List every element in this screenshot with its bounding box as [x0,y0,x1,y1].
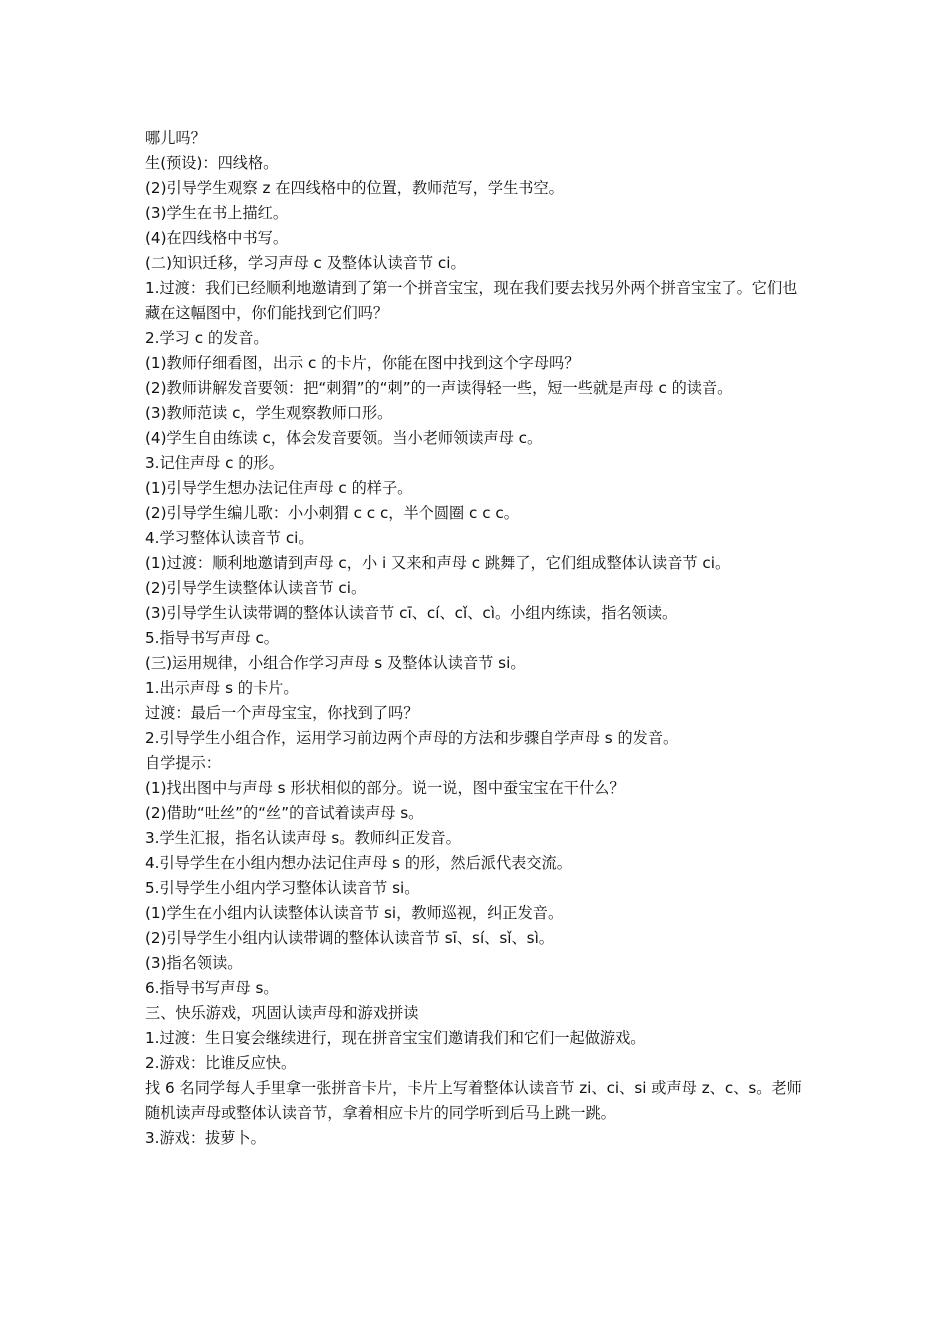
text-line: 5.指导书写声母 c。 [145,629,279,647]
text-line: 4.引导学生在小组内想办法记住声母 s 的形，然后派代表交流。 [145,854,572,872]
text-line: (2)引导学生读整体认读音节 ci。 [145,579,367,597]
text-line: (2)引导学生观察 z 在四线格中的位置，教师范写，学生书空。 [145,179,564,197]
text-line: 找 6 名同学每人手里拿一张拼音卡片，卡片上写着整体认读音节 zi、ci、si 或声母 z、c、s。老师随机读声母或整体认读音节，拿着相应卡片的同学听到后马上跳一跳。 [145,1079,802,1122]
text-line: (2)借助“吐丝”的“丝”的音试着读声母 s。 [145,804,424,822]
text-line: (3)指名领读。 [145,954,243,972]
text-line: 自学提示： [145,754,221,772]
text-line: 4.学习整体认读音节 ci。 [145,529,314,547]
text-line: 2.引导学生小组合作，运用学习前边两个声母的方法和步骤自学声母 s 的发音。 [145,729,679,747]
text-line: 过渡：最后一个声母宝宝，你找到了吗？ [145,704,419,722]
text-line: (2)引导学生编儿歌：小小刺猬 c c c，半个圆圈 c c c。 [145,504,519,522]
text-line: (1)找出图中与声母 s 形状相似的部分。说一说，图中蚕宝宝在干什么？ [145,779,625,797]
text-line: 2.游戏：比谁反应快。 [145,1054,297,1072]
text-line: (3)学生在书上描红。 [145,204,289,222]
text-line: 3.记住声母 c 的形。 [145,454,284,472]
text-line: (1)教师仔细看图，出示 c 的卡片，你能在图中找到这个字母吗？ [145,354,580,372]
text-line: (2)引导学生小组内认读带调的整体认读音节 sī、sí、sǐ、sì。 [145,929,554,947]
section-heading: (三)运用规律，小组合作学习声母 s 及整体认读音节 si。 [145,654,526,672]
text-line: (1)引导学生想办法记住声母 c 的样子。 [145,479,413,497]
text-line: (4)在四线格中书写。 [145,229,289,247]
text-line: 6.指导书写声母 s。 [145,979,279,997]
text-line: 3.学生汇报，指名认读声母 s。教师纠正发音。 [145,829,461,847]
text-line: 2.学习 c 的发音。 [145,329,269,347]
text-line: 3.游戏：拔萝卜。 [145,1129,266,1147]
text-line: (1)过渡：顺利地邀请到声母 c，小 i 又来和声母 c 跳舞了，它们组成整体认读音节 ci。 [145,554,731,572]
text-line: 生(预设)：四线格。 [145,154,279,172]
text-line: 5.引导学生小组内学习整体认读音节 si。 [145,879,420,897]
document-body [145,126,810,1151]
text-line: 1.出示声母 s 的卡片。 [145,679,299,697]
section-heading: 三、快乐游戏，巩固认读声母和游戏拼读 [145,1004,419,1022]
text-line: (4)学生自由练读 c，体会发音要领。当小老师领读声母 c。 [145,429,543,447]
text-line: (3)引导学生认读带调的整体认读音节 cī、cí、cǐ、cì。小组内练读，指名领读。 [145,604,678,622]
text-line: (2)教师讲解发音要领：把“刺猬”的“刺”的一声读得轻一些，短一些就是声母 c 的读音。 [145,379,733,397]
text-line: 哪儿吗？ [145,129,206,147]
text-line: 1.过渡：生日宴会继续进行，现在拼音宝宝们邀请我们和它们一起做游戏。 [145,1029,646,1047]
section-heading: (二)知识迁移，学习声母 c 及整体认读音节 ci。 [145,254,466,272]
text-line: (3)教师范读 c，学生观察教师口形。 [145,404,393,422]
text-line: 1.过渡：我们已经顺利地邀请到了第一个拼音宝宝，现在我们要去找另外两个拼音宝宝了。它们也藏在这幅图中，你们能找到它们吗？ [145,279,798,322]
text-line: (1)学生在小组内认读整体认读音节 si，教师巡视，纠正发音。 [145,904,564,922]
